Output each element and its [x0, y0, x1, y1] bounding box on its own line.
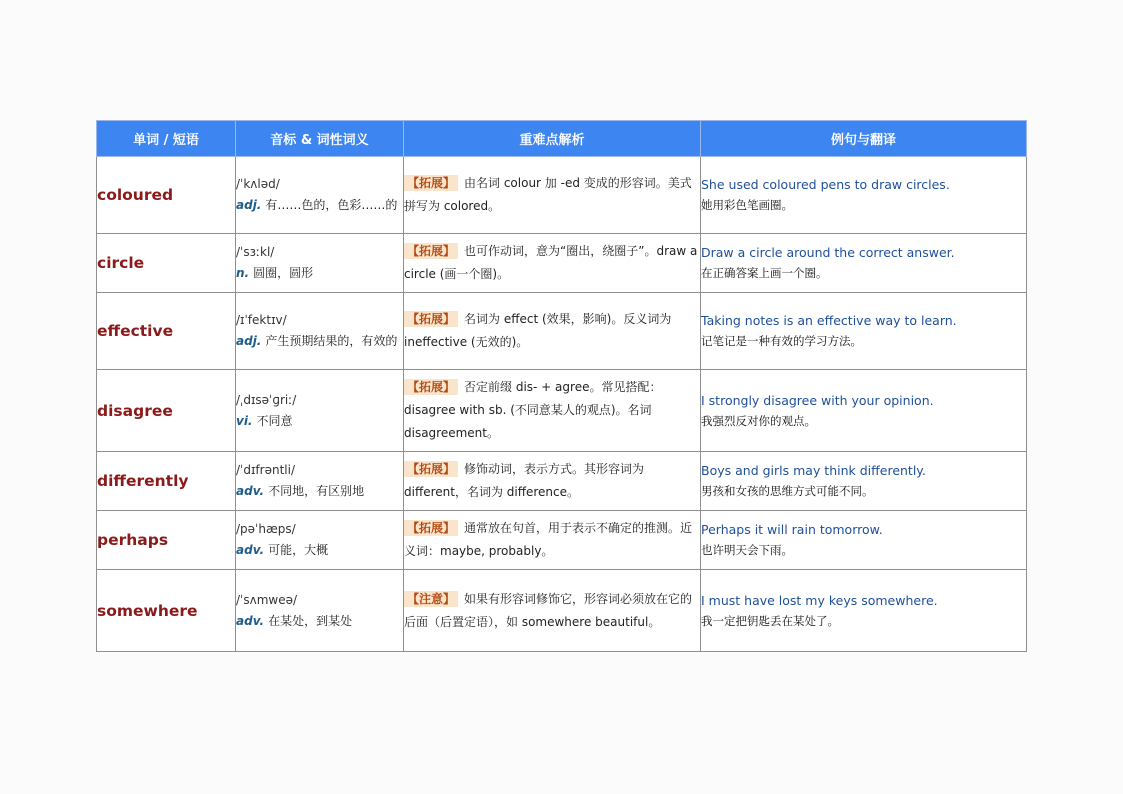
- example-english: Draw a circle around the correct answer.: [701, 245, 955, 260]
- table-row: [97, 293, 1027, 370]
- vocabulary-table: [96, 120, 1027, 652]
- note-text: 如果有形容词修饰它，形容词必须放在它的后面（后置定语），如 somewhere beautiful。: [404, 591, 693, 629]
- example-english: Taking notes is an effective way to learn.: [701, 313, 957, 328]
- meaning: 圆圈，圆形: [253, 266, 314, 280]
- example-chinese: 我强烈反对你的观点。: [701, 413, 816, 428]
- ipa: /ˈkʌləd/: [236, 177, 280, 191]
- header-word: 单词 / 短语: [97, 121, 236, 157]
- phonetic-cell: [236, 293, 404, 370]
- note-text: 通常放在句首，用于表示不确定的推测。近义词：maybe, probably。: [404, 521, 693, 558]
- example-english: I strongly disagree with your opinion.: [701, 392, 934, 408]
- phonetic-cell: [236, 157, 404, 234]
- example-cell: [701, 511, 1027, 570]
- word-cell: effective: [97, 293, 236, 370]
- ipa: /ˈdɪfrəntli/: [236, 463, 295, 477]
- table-row: [97, 370, 1027, 452]
- example-english: Boys and girls may think differently.: [701, 463, 926, 478]
- note-tag: 【拓展】: [404, 379, 458, 395]
- example-chinese: 也许明天会下雨。: [701, 543, 793, 557]
- note-tag: 【拓展】: [404, 520, 458, 536]
- note-tag: 【注意】: [404, 591, 458, 607]
- meaning: 产生预期结果的，有效的: [265, 334, 398, 348]
- example-cell: [701, 293, 1027, 370]
- example-cell: [701, 570, 1027, 652]
- header-notes: 重难点解析: [404, 121, 701, 157]
- phonetic-cell: [236, 370, 404, 452]
- ipa: /pəˈhæps/: [236, 522, 296, 536]
- part-of-speech: adv.: [236, 613, 265, 628]
- part-of-speech: n.: [236, 266, 250, 280]
- meaning: 不同地，有区别地: [268, 484, 365, 498]
- example-english: I must have lost my keys somewhere.: [701, 592, 938, 608]
- example-chinese: 在正确答案上画一个圈。: [701, 266, 828, 280]
- note-cell: [404, 293, 701, 370]
- meaning: 在某处，到某处: [268, 613, 353, 628]
- meaning: 不同意: [256, 413, 293, 428]
- ipa: /ɪˈfektɪv/: [236, 313, 287, 327]
- example-chinese: 男孩和女孩的思维方式可能不同。: [701, 484, 874, 498]
- header-phonetic: 音标 & 词性词义: [236, 121, 404, 157]
- meaning: 有……色的，色彩……的: [265, 198, 398, 212]
- word-cell: perhaps: [97, 511, 236, 570]
- table-row: [97, 452, 1027, 511]
- example-cell: [701, 452, 1027, 511]
- note-text: 也可作动词，意为“圈出，绕圈子”。draw a circle (画一个圈)。: [404, 244, 698, 281]
- word-cell: somewhere: [97, 570, 236, 652]
- part-of-speech: adv.: [236, 543, 265, 557]
- example-cell: [701, 157, 1027, 234]
- note-cell: [404, 511, 701, 570]
- note-text: 名词为 effect (效果，影响)。反义词为 ineffective (无效的)。: [404, 312, 672, 349]
- example-chinese: 记笔记是一种有效的学习方法。: [701, 334, 862, 348]
- word-cell: disagree: [97, 370, 236, 452]
- note-cell: [404, 234, 701, 293]
- ipa: /ˈsʌmweə/: [236, 592, 298, 607]
- word-cell: coloured: [97, 157, 236, 234]
- note-cell: [404, 157, 701, 234]
- example-english: Perhaps it will rain tomorrow.: [701, 522, 883, 537]
- example-chinese: 她用彩色笔画圈。: [701, 198, 793, 212]
- table-row: [97, 234, 1027, 293]
- example-chinese: 我一定把钥匙丢在某处了。: [701, 613, 839, 628]
- header-examples: 例句与翻译: [701, 121, 1027, 157]
- example-cell: [701, 234, 1027, 293]
- word-cell: circle: [97, 234, 236, 293]
- part-of-speech: adj.: [236, 334, 262, 348]
- ipa: /ˈsɜːkl/: [236, 245, 275, 259]
- phonetic-cell: [236, 234, 404, 293]
- note-cell: [404, 452, 701, 511]
- table-header-row: [97, 121, 1027, 157]
- word-cell: differently: [97, 452, 236, 511]
- note-tag: 【拓展】: [404, 243, 458, 259]
- note-cell: [404, 370, 701, 452]
- note-tag: 【拓展】: [404, 175, 458, 191]
- phonetic-cell: [236, 452, 404, 511]
- note-tag: 【拓展】: [404, 461, 458, 477]
- ipa: /ˌdɪsəˈɡriː/: [236, 392, 297, 407]
- table-row: [97, 570, 1027, 652]
- table-row: [97, 157, 1027, 234]
- note-tag: 【拓展】: [404, 311, 458, 327]
- part-of-speech: vi.: [236, 413, 253, 428]
- note-cell: [404, 570, 701, 652]
- example-english: She used coloured pens to draw circles.: [701, 177, 950, 192]
- example-cell: [701, 370, 1027, 452]
- note-text: 否定前缀 dis- + agree。常见搭配：disagree with sb. (不同意某人的观点)。名词 disagreement。: [404, 380, 662, 440]
- meaning: 可能，大概: [268, 543, 329, 557]
- note-text: 修饰动词，表示方式。其形容词为 different，名词为 difference。: [404, 462, 645, 499]
- part-of-speech: adv.: [236, 484, 265, 498]
- phonetic-cell: [236, 570, 404, 652]
- table-row: [97, 511, 1027, 570]
- phonetic-cell: [236, 511, 404, 570]
- note-text: 由名词 colour 加 -ed 变成的形容词。美式拼写为 colored。: [404, 176, 692, 213]
- part-of-speech: adj.: [236, 198, 262, 212]
